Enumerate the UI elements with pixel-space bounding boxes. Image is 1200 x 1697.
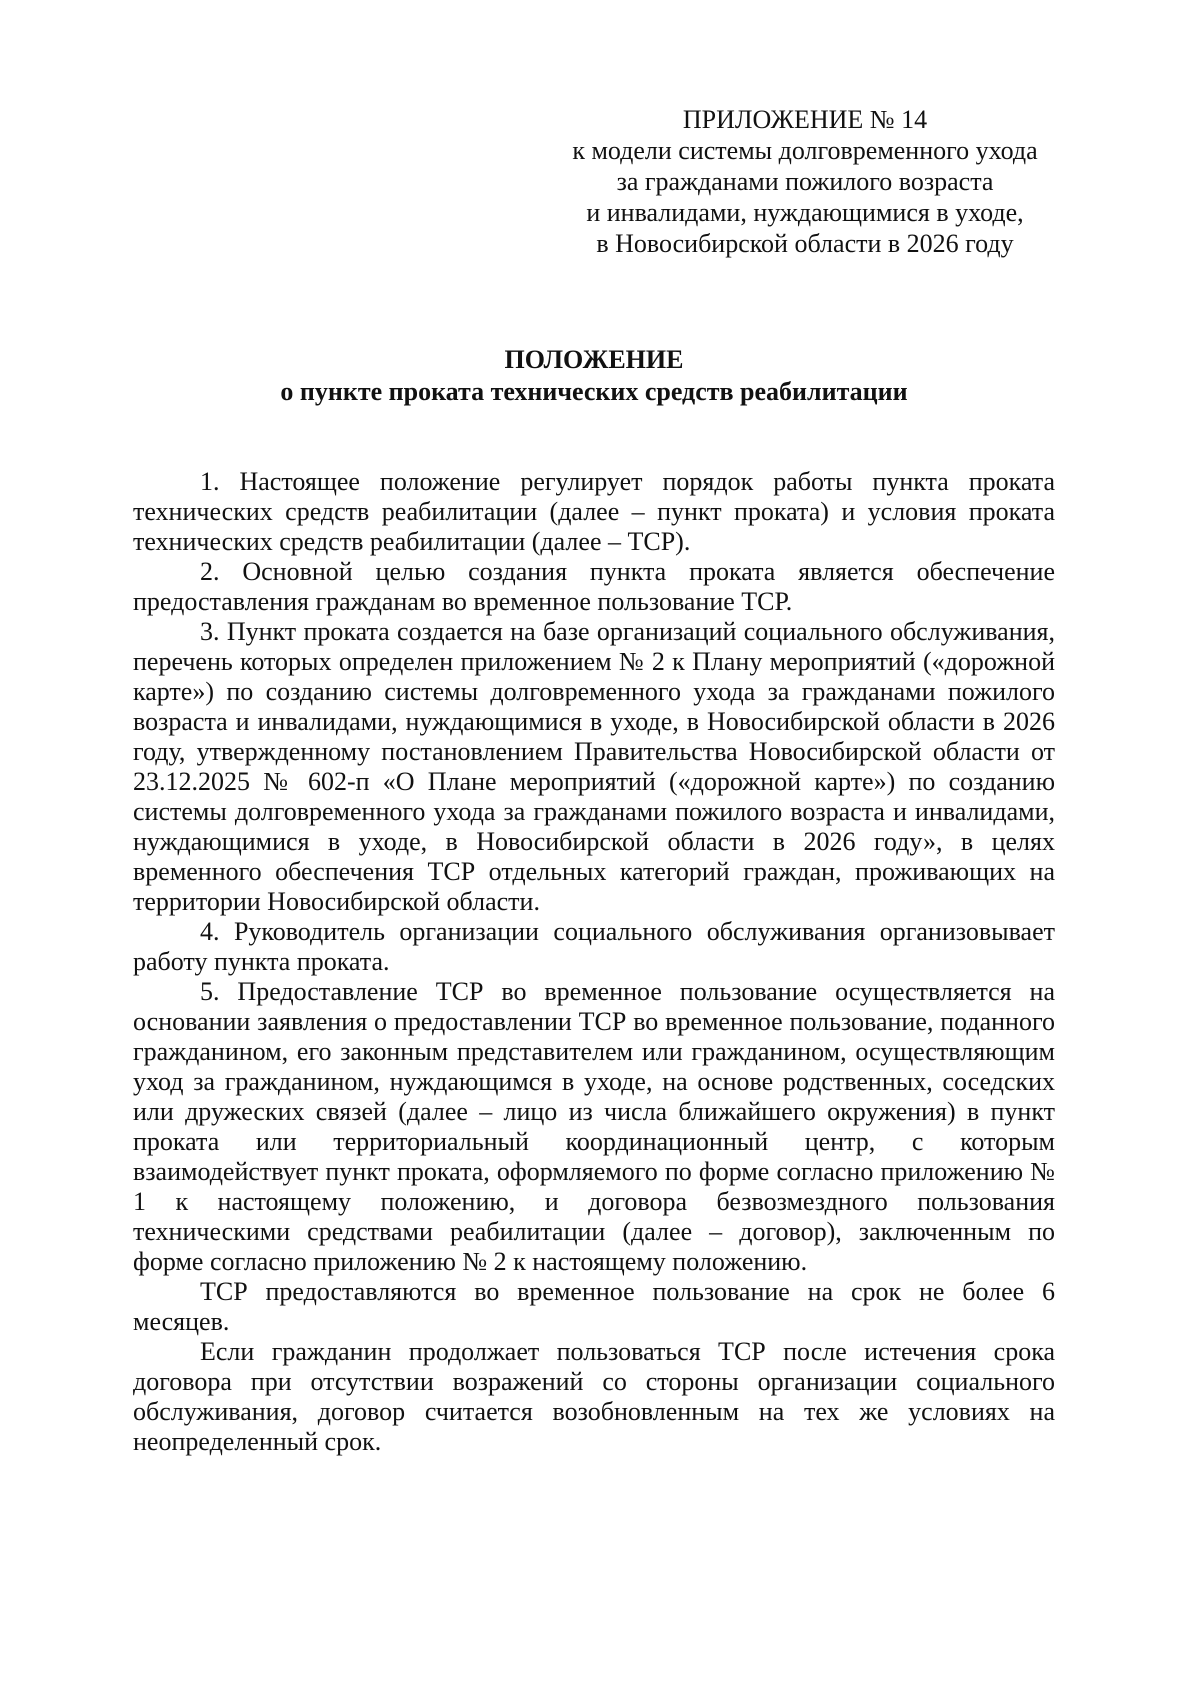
appendix-header xyxy=(525,104,1085,259)
appendix-line: в Новосибирской области в 2026 году xyxy=(596,229,1014,258)
document-subtitle: о пункте проката технических средств реабилитации xyxy=(280,377,908,406)
body-paragraph-3: 3. Пункт проката создается на базе организаций социального обслуживания, перечень которых определен приложением № 2 к Плану мероприятий («дорожной карте») по созданию системы долговременного ухода за гражданами пожилого возраста и инвалидами, нуждающимися в уходе, в Новосибирской области в 2026 году, утвержденному постановлением Правительства Новосибирской области от 23.12.2025 № 602-п «О Плане мероприятий («дорожной карте») по созданию системы долговременного ухода за гражданами пожилого возраста и инвалидами, нуждающимися в уходе, в Новосибирской области в 2026 году», в целях временного обеспечения ТСР отдельных категорий граждан, проживающих на территории Новосибирской области. xyxy=(133,617,1055,916)
appendix-line: к модели системы долговременного ухода xyxy=(572,136,1038,165)
document-body xyxy=(133,467,1055,1457)
appendix-number: ПРИЛОЖЕНИЕ № 14 xyxy=(682,105,928,134)
body-paragraph-2: 2. Основной целью создания пункта проката является обеспечение предоставления гражданам во временное пользование ТСР. xyxy=(133,557,1055,616)
document-heading xyxy=(133,344,1055,408)
document-title: ПОЛОЖЕНИЕ xyxy=(504,345,684,374)
body-paragraph-4: 4. Руководитель организации социального обслуживания организовывает работу пункта проката. xyxy=(133,917,1055,976)
appendix-line: за гражданами пожилого возраста xyxy=(616,167,994,196)
body-paragraph-5: 5. Предоставление ТСР во временное пользование осуществляется на основании заявления о предоставлении ТСР во временное пользование, поданного гражданином, его законным представителем или гражданином, осуществляющим уход за гражданином, нуждающимся в уходе, на основе родственных, соседских или дружеских связей (далее – лицо из числа ближайшего окружения) в пункт проката или территориальный координационный центр, с которым взаимодействует пункт проката, оформляемого по форме согласно приложению № 1 к настоящему положению, и договора безвозмездного пользования техническими средствами реабилитации (далее – договор), заключенным по форме согласно приложению № 2 к настоящему положению. xyxy=(133,977,1055,1276)
body-paragraph-renewal: Если гражданин продолжает пользоваться ТСР после истечения срока договора при отсутствии возражений со стороны организации социального обслуживания, договор считается возобновленным на тех же условиях на неопределенный срок. xyxy=(133,1337,1055,1456)
body-paragraph-term: ТСР предоставляются во временное пользование на срок не более 6 месяцев. xyxy=(133,1277,1055,1336)
body-paragraph-1: 1. Настоящее положение регулирует порядок работы пункта проката технических средств реабилитации (далее – пункт проката) и условия проката технических средств реабилитации (далее – ТСР). xyxy=(133,467,1055,556)
appendix-line: и инвалидами, нуждающимися в уходе, xyxy=(586,198,1024,227)
